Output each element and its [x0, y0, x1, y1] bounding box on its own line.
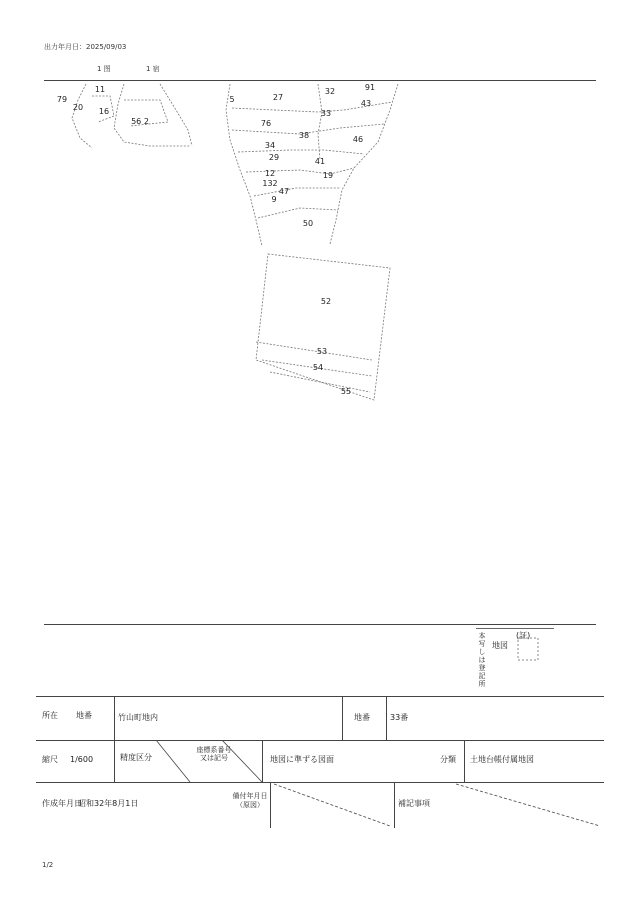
stamp-text: 本 写 し は 登 記 所	[478, 632, 486, 688]
parcel-boundary	[254, 188, 340, 196]
parcel-label-p20: 20	[72, 103, 84, 112]
scale-label: 縮尺	[42, 755, 58, 764]
parcel-label-p12: 12	[264, 169, 276, 178]
parcel-label-p79: 79	[56, 95, 68, 104]
parcel-label-p46: 46	[352, 135, 364, 144]
lot-number-label: 地番	[354, 713, 370, 722]
remarks-diagonal	[422, 782, 604, 828]
creation-date-label: 作成年月日	[42, 799, 82, 808]
coord-diagonal	[222, 740, 266, 782]
remarks-label: 補記事項	[398, 799, 430, 808]
location-value: 竹山町地内	[118, 713, 158, 722]
installation-date-label: 備付年月日（原図）	[232, 792, 268, 809]
parcel-label-p54: 54	[312, 363, 324, 372]
parcel-label-p33: 33	[320, 109, 332, 118]
precision-label: 精度区分	[120, 753, 152, 762]
stamp-side-text: 地図	[492, 641, 508, 650]
parcel-label-p32: 32	[324, 87, 336, 96]
coordinate-system-label: 座標系番号又は記号	[196, 746, 232, 762]
scale-value: 1/600	[70, 755, 94, 764]
parcel-label-p52: 52	[320, 297, 332, 306]
parcel-boundary	[246, 168, 354, 174]
parcel-boundary	[256, 342, 372, 360]
cadastral-map	[0, 0, 640, 420]
parcel-boundary	[258, 208, 338, 218]
parcel-label-p47: 47	[278, 187, 290, 196]
parcel-label-p5: 5	[229, 95, 235, 104]
page-number: 1/2	[42, 861, 54, 869]
parcel-boundary	[160, 84, 192, 146]
parcel-label-p91: 91	[364, 83, 376, 92]
print-date: 出力年月日：2025/09/03	[44, 43, 127, 51]
location-sub-label: 地番	[76, 711, 92, 720]
parcel-label-p27: 27	[272, 93, 284, 102]
parcel-boundary	[238, 150, 364, 154]
stamp-seal-icon	[516, 636, 540, 664]
parcel-label-p11: 11	[94, 85, 106, 94]
parcel-label-p19: 19	[322, 171, 334, 180]
category-label: 分類	[440, 755, 456, 764]
parcel-label-p50: 50	[302, 219, 314, 228]
category-value: 土地台帳付属地図	[470, 755, 534, 764]
parcel-boundary	[256, 254, 390, 400]
creation-date-value: 昭和32年8月1日	[78, 799, 139, 808]
sheet-mark-right: 1 宿	[146, 65, 160, 73]
parcel-label-p76: 76	[260, 119, 272, 128]
certification-stamp	[476, 628, 556, 688]
parcel-label-p29: 29	[268, 153, 280, 162]
stamp-extra-text: (証)	[516, 631, 531, 640]
lot-number-value: 33番	[390, 713, 409, 722]
parcel-label-p55: 55	[340, 387, 352, 396]
location-label: 所在	[42, 711, 58, 720]
map-type: 地図に準ずる図面	[270, 755, 334, 764]
parcel-label-p132: 132	[262, 179, 278, 188]
info-table	[36, 696, 604, 828]
parcel-label-p38: 38	[298, 131, 310, 140]
parcel-label-p56: 56 2	[131, 117, 149, 126]
installation-date-diagonal	[270, 782, 394, 828]
parcel-label-p53: 53	[316, 347, 328, 356]
parcel-boundary	[270, 372, 370, 392]
parcel-label-p41: 41	[314, 157, 326, 166]
parcel-label-p16: 16	[98, 107, 110, 116]
parcel-label-p34: 34	[264, 141, 276, 150]
sheet-mark-left: 1 图	[97, 65, 111, 73]
parcel-boundary	[318, 84, 322, 160]
parcel-label-p9: 9	[271, 195, 277, 204]
parcel-boundary	[72, 84, 92, 148]
parcel-boundary	[330, 84, 398, 244]
middle-rule	[44, 624, 596, 625]
parcel-label-p43: 43	[360, 99, 372, 108]
